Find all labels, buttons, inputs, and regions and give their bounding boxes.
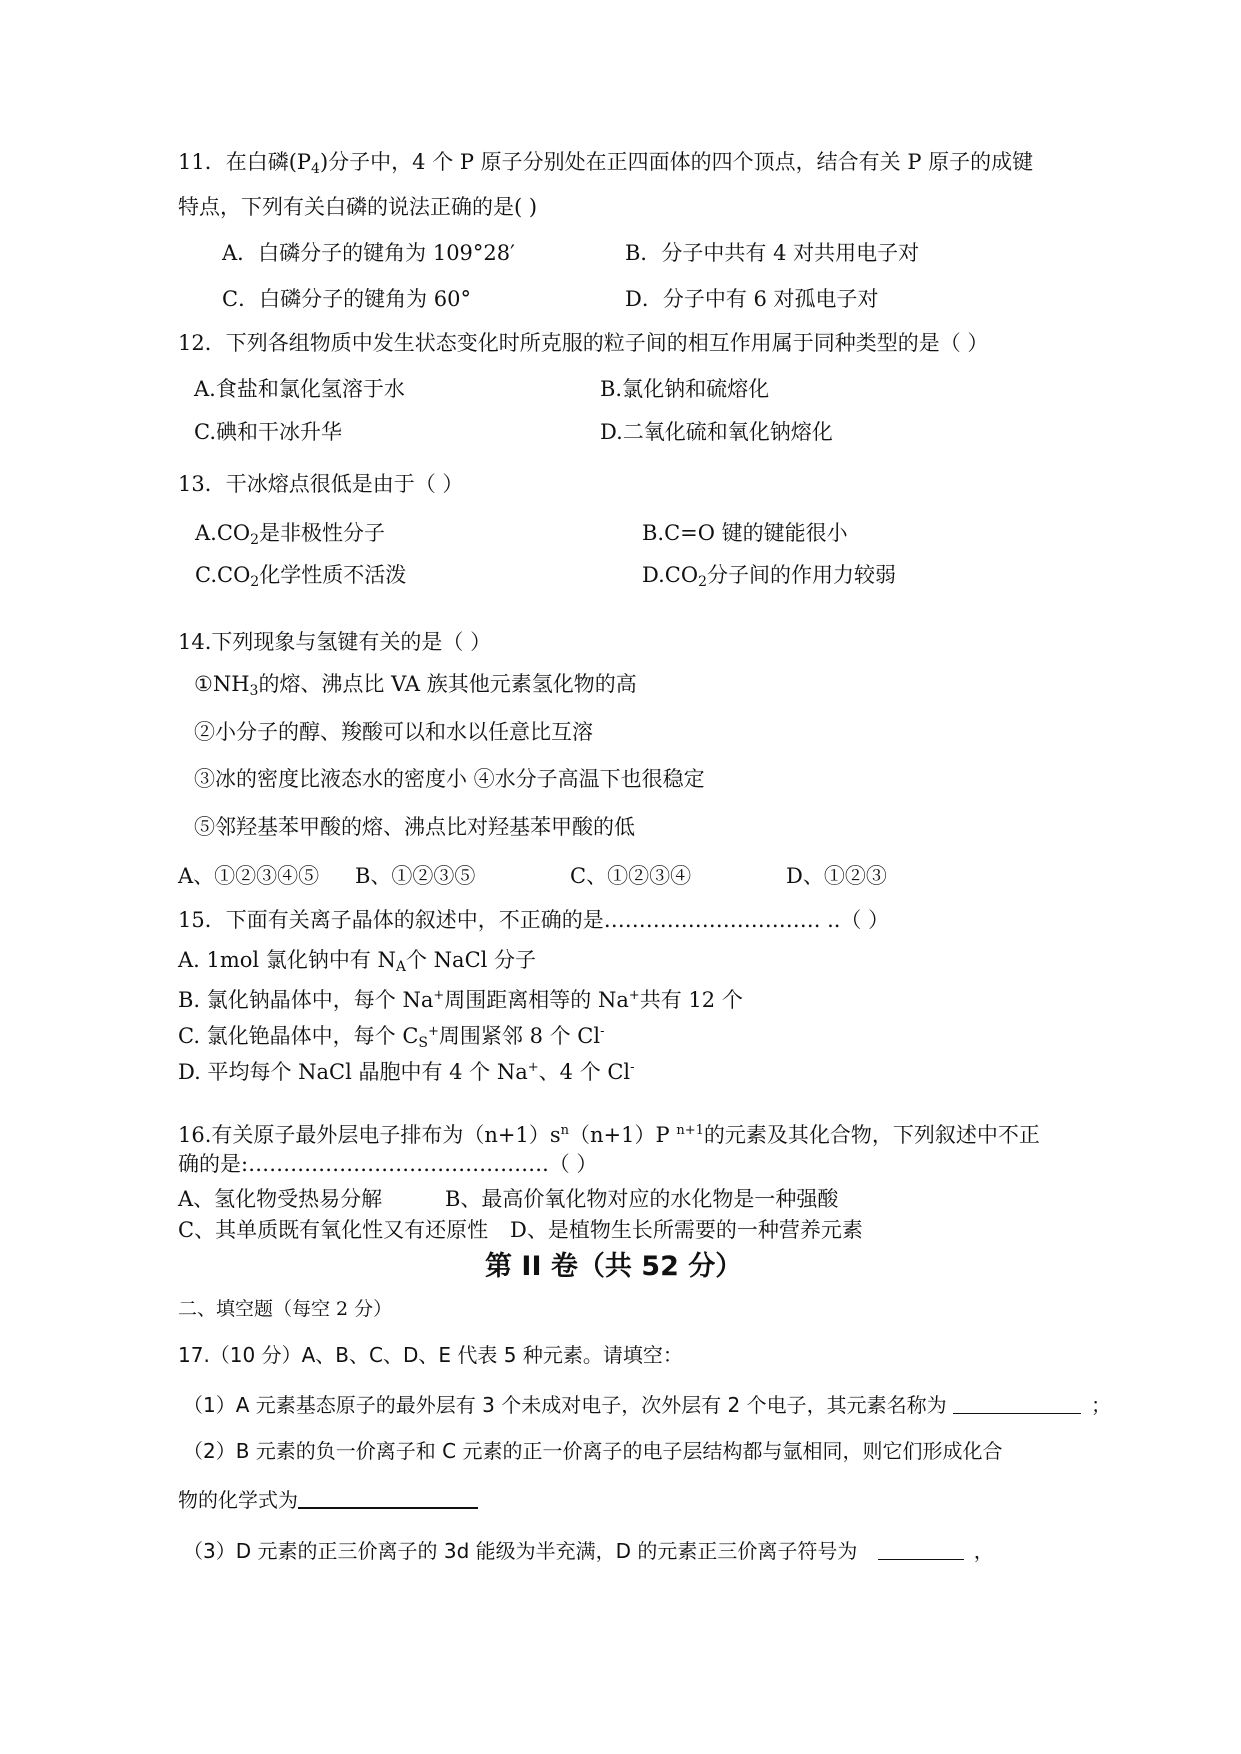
q17-part2-line2: 物的化学式为 <box>178 1486 478 1514</box>
q13-option-c: C.CO2化学性质不活泼 <box>195 563 407 590</box>
q16-option-b: B、最高价氧化物对应的水化物是一种强酸 <box>445 1187 839 1211</box>
section-subtitle: 二、填空题（每空 2 分） <box>178 1298 393 1320</box>
q17-part2-blank[interactable] <box>298 1487 478 1509</box>
q16-option-a: A、氢化物受热易分解 <box>178 1187 383 1211</box>
q14-item-5: ⑤邻羟基苯甲酸的熔、沸点比对羟基苯甲酸的低 <box>194 815 635 839</box>
q11-stem-line1: 11．在白磷(P4)分子中，4 个 P 原子分别处在正四面体的四个顶点，结合有关 P 原子的成键 <box>178 150 1034 177</box>
q14-option-b: B、①②③⑤ <box>355 864 476 888</box>
q13-option-b: B.C=O 键的键能很小 <box>642 521 848 545</box>
q12-option-c: C.碘和干冰升华 <box>194 420 342 444</box>
q17-stem: 17.（10 分）A、B、C、D、E 代表 5 种元素。请填空： <box>178 1343 683 1367</box>
q13-option-a: A.CO2是非极性分子 <box>195 521 386 548</box>
q17-part3: （3）D 元素的正三价离子的 3d 能级为半充满，D 的元素正三价离子符号为 ， <box>183 1539 994 1563</box>
section-title: 第 II 卷（共 52 分） <box>485 1251 743 1282</box>
q17-part1: （1）A 元素基态原子的最外层有 3 个未成对电子，次外层有 2 个电子，其元素名称为 ； <box>183 1393 1111 1417</box>
q17-part2-line1: （2）B 元素的负一价离子和 C 元素的正一价离子的电子层结构都与氩相同，则它们形成化合 <box>183 1439 1003 1463</box>
q11-option-b: B．分子中共有 4 对共用电子对 <box>625 241 920 265</box>
q15-stem: 15．下面有关离子晶体的叙述中，不正确的是…………………………. ..（ ） <box>178 908 890 932</box>
q17-part3-blank[interactable] <box>878 1539 964 1560</box>
q11-option-d: D．分子中有 6 对孤电子对 <box>625 287 879 311</box>
q14-item-3-4: ③冰的密度比液态水的密度小 ④水分子高温下也很稳定 <box>194 767 705 791</box>
q13-stem: 13．干冰熔点很低是由于（ ） <box>178 472 464 496</box>
q15-option-b: B. 氯化钠晶体中，每个 Na+周围距离相等的 Na+共有 12 个 <box>178 988 743 1012</box>
q15-option-c: C. 氯化铯晶体中，每个 CS+周围紧邻 8 个 Cl- <box>178 1024 605 1051</box>
q11-option-a: A．白磷分子的键角为 109°28′ <box>222 241 515 265</box>
q12-stem: 12．下列各组物质中发生状态变化时所克服的粒子间的相互作用属于同种类型的是（ ） <box>178 331 989 355</box>
q15-option-a: A. 1mol 氯化钠中有 NA个 NaCl 分子 <box>178 948 537 975</box>
q16-stem-line1: 16.有关原子最外层电子排布为$(n+1)s^n(n+1)P$ $^{n+1}$的元素及其化合物，下列叙述中不正 <box>178 1123 1040 1147</box>
q14-option-a: A、①②③④⑤ <box>178 864 320 888</box>
q17-part1-blank[interactable] <box>953 1393 1081 1414</box>
q16-stem-line2: 确的是:…………………………………….（ ） <box>178 1152 598 1176</box>
q14-option-c: C、①②③④ <box>570 864 692 888</box>
q13-option-d: D.CO2分子间的作用力较弱 <box>642 563 896 590</box>
q16-option-d: D、是植物生长所需要的一种营养元素 <box>510 1218 863 1242</box>
q14-stem: 14.下列现象与氢键有关的是（ ） <box>178 630 492 654</box>
q14-item-1: ①NH3的熔、沸点比 VA 族其他元素氢化物的高 <box>194 672 637 699</box>
q16-option-c: C、其单质既有氧化性又有还原性 <box>178 1218 489 1242</box>
q14-option-d: D、①②③ <box>786 864 887 888</box>
q12-option-b: B.氯化钠和硫熔化 <box>600 377 770 401</box>
q12-option-a: A.食盐和氯化氢溶于水 <box>194 377 405 401</box>
q12-option-d: D.二氧化硫和氧化钠熔化 <box>600 420 833 444</box>
q15-option-d: D. 平均每个 NaCl 晶胞中有 4 个 Na+、4 个 Cl- <box>178 1060 635 1084</box>
q11-stem-line2: 特点，下列有关白磷的说法正确的是( ) <box>178 195 538 219</box>
q14-item-2: ②小分子的醇、羧酸可以和水以任意比互溶 <box>194 720 593 744</box>
q11-option-c: C．白磷分子的键角为 60° <box>222 287 471 311</box>
